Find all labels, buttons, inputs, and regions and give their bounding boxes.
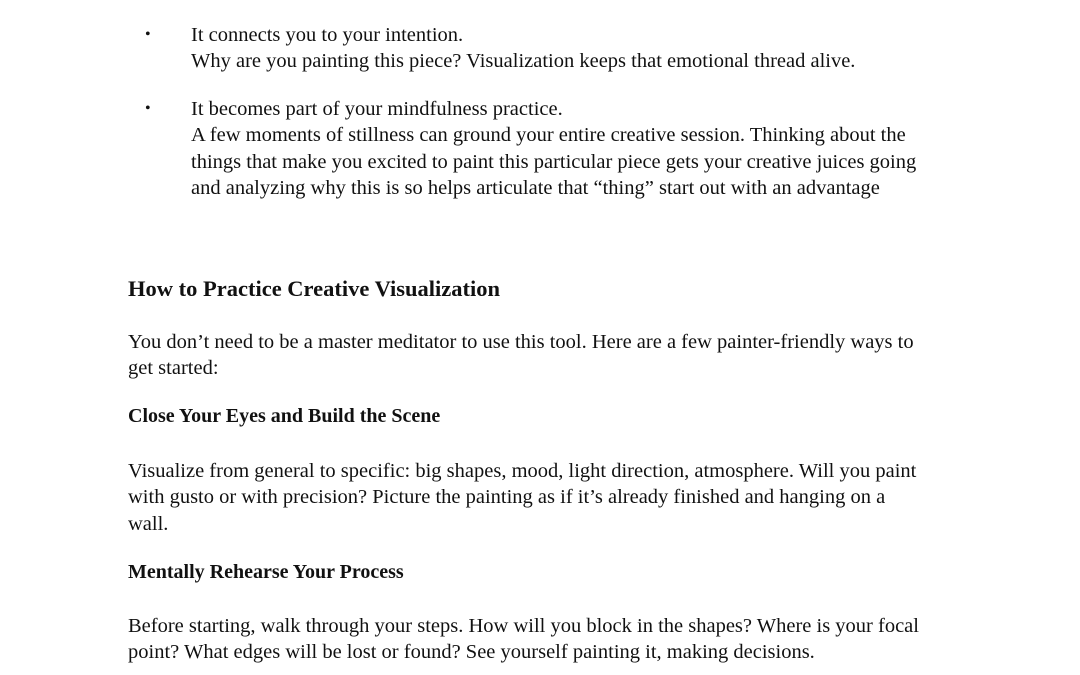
bullet-lead-line: It connects you to your intention. xyxy=(191,24,464,46)
paragraph-line: with gusto or with precision? Picture the painting as if it’s already finished and hanging on a xyxy=(128,486,886,509)
paragraph-line: You don’t need to be a master meditator to use this tool. Here are a few painter-friendly ways to xyxy=(128,331,914,353)
subsection-paragraph xyxy=(128,458,958,537)
subsection-title: Close Your Eyes and Build the Scene xyxy=(128,405,441,427)
intro-paragraph xyxy=(128,329,958,382)
bullet-text xyxy=(191,96,971,201)
bullet-body-line: things that make you excited to paint this particular piece gets your creative juices going xyxy=(191,150,917,173)
paragraph-line: wall. xyxy=(128,512,169,535)
bullet-text xyxy=(191,22,971,75)
bullet-lead-line: It becomes part of your mindfulness practice. xyxy=(191,98,563,120)
subsection-title: Mentally Rehearse Your Process xyxy=(128,561,404,583)
bullet-body-line: Why are you painting this piece? Visualization keeps that emotional thread alive. xyxy=(191,50,856,73)
bullet-body-line: A few moments of stillness can ground your entire creative session. Thinking about the xyxy=(191,124,906,147)
bullet-body-line: and analyzing why this is so helps articulate that “thing” start out with an advantage xyxy=(191,176,880,199)
subsection-paragraph xyxy=(128,613,958,666)
paragraph-line: point? What edges will be lost or found? See yourself painting it, making decisions. xyxy=(128,641,815,664)
paragraph-line: Visualize from general to specific: big shapes, mood, light direction, atmosphere. Will you paint xyxy=(128,460,917,482)
paragraph-line: Before starting, walk through your steps. How will you block in the shapes? Where is your focal xyxy=(128,615,919,637)
section-heading: How to Practice Creative Visualization xyxy=(128,276,500,301)
bullet-dot-icon: • xyxy=(145,100,151,117)
bullet-dot-icon: • xyxy=(145,26,151,43)
paragraph-line: get started: xyxy=(128,357,219,380)
